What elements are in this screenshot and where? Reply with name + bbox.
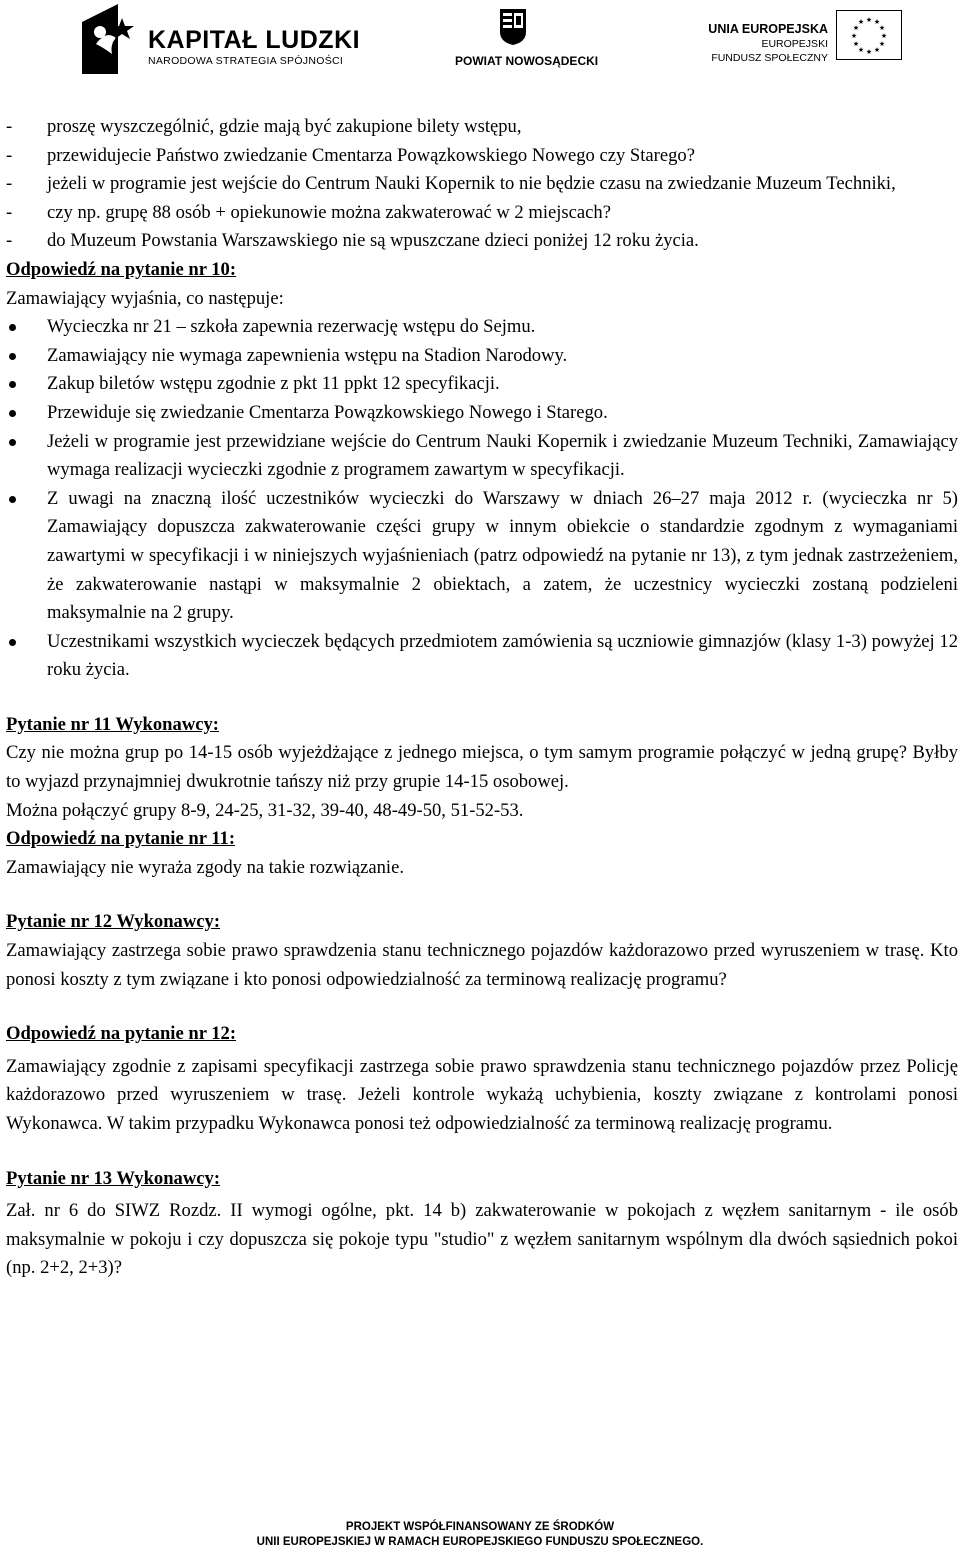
svg-text:★: ★ — [865, 48, 873, 56]
question11-text2: Można połączyć grupy 8-9, 24-25, 31-32, 39-40, 48-49-50, 51-52-53. — [6, 799, 524, 821]
ue-line2: EUROPEJSKI — [761, 38, 828, 50]
bullet-item: Zakup biletów wstępu zgodnie z pkt 11 ppkt 12 specyfikacji. — [6, 370, 958, 399]
document-body — [6, 113, 958, 1283]
bullet-item: Przewiduje się zwiedzanie Cmentarza Powązkowskiego Nowego i Starego. — [6, 399, 958, 428]
eu-flag-icon — [836, 10, 902, 60]
kapital-ludzki-title: KAPITAŁ LUDZKI — [148, 26, 361, 54]
answer12-heading: Odpowiedź na pytanie nr 12: — [6, 1023, 237, 1045]
page-footer — [0, 1520, 960, 1550]
ue-line3: FUNDUSZ SPOŁECZNY — [711, 52, 828, 64]
svg-text:★: ★ — [852, 40, 860, 48]
powiat-nowosadecki-logo — [455, 8, 599, 74]
question13-heading: Pytanie nr 13 Wykonawcy: — [6, 1167, 221, 1189]
powiat-crest-icon — [499, 8, 527, 46]
question13-text: Zał. nr 6 do SIWZ Rozdz. II wymogi ogólne, pkt. 14 b) zakwaterowanie w pokojach z węzłem sanitarnym - ile osób maksymalnie w pokoju i czy dopuszcza się pokoje typu "studio" z węzłem sanitarnym wspólnym dla dwóch sąsiednich pokoi (np. 2+2, 2+3)? — [6, 1200, 958, 1279]
kapital-ludzki-subtitle: NARODOWA STRATEGIA SPÓJNOŚCI — [148, 55, 344, 67]
bullet-item: Jeżeli w programie jest przewidziane wejście do Centrum Nauki Kopernik i zwiedzanie Muzeum Techniki, Zamawiający wymaga realizacji wycieczki zgodnie z programem zawartym w specyfikacji. — [6, 428, 958, 485]
question12-heading: Pytanie nr 12 Wykonawcy: — [6, 911, 221, 933]
svg-text:★: ★ — [857, 18, 865, 26]
bullet-item: Uczestnikami wszystkich wycieczek będących przedmiotem zamówienia są uczniowie gimnazjów (klasy 1-3) powyżej 12 roku życia. — [6, 628, 958, 685]
dash-item: - jeżeli w programie jest wejście do Centrum Nauki Kopernik to nie będzie czasu na zwiedzanie Muzeum Techniki, — [6, 173, 896, 195]
answer10-intro: Zamawiający wyjaśnia, co następuje: — [6, 287, 284, 309]
footer-line1: PROJEKT WSPÓŁFINANSOWANY ZE ŚRODKÓW — [345, 1521, 615, 1533]
dash-item: - proszę wyszczególnić, gdzie mają być zakupione bilety wstępu, — [6, 116, 522, 137]
svg-text:★: ★ — [850, 32, 858, 40]
svg-text:★: ★ — [873, 46, 881, 54]
dash-item: - do Muzeum Powstania Warszawskiego nie są wpuszczane dzieci poniżej 12 roku życia. — [6, 230, 699, 252]
svg-text:★: ★ — [878, 40, 886, 48]
question12-text: Zamawiający zastrzega sobie prawo sprawdzenia stanu technicznego pojazdów każdorazowo przed wyruszeniem w trasę. Kto ponosi koszty z tym związane i kto ponosi odpowiedzialność za terminową realizację programu? — [6, 940, 958, 990]
answer11-heading: Odpowiedź na pytanie nr 11: — [6, 828, 236, 850]
answer11-text: Zamawiający nie wyraża zgody na takie rozwiązanie. — [6, 856, 405, 878]
question11-heading: Pytanie nr 11 Wykonawcy: — [6, 713, 219, 735]
svg-text:★: ★ — [857, 46, 865, 54]
dash-item: - przewidujecie Państwo zwiedzanie Cmentarza Powązkowskiego Nowego czy Starego? — [6, 144, 695, 166]
answer10-heading: Odpowiedź na pytanie nr 10: — [6, 258, 237, 280]
bullet-item: Zamawiający nie wymaga zapewnienia wstępu na Stadion Narodowy. — [6, 342, 958, 371]
footer-line2: UNII EUROPEJSKIEJ W RAMACH EUROPEJSKIEGO FUNDUSZU SPOŁECZNEGO. — [256, 1536, 704, 1548]
ue-title: UNIA EUROPEJSKA — [708, 22, 828, 36]
page-header — [0, 0, 960, 90]
question11-text: Czy nie można grup po 14-15 osób wyjeżdżające z jednego miejsca, o tym samym programie połączyć w jedną grupę? Byłby to wyjazd przynajmniej dwukrotnie tańszy niż przy grupie 14-15 osobowej. — [6, 742, 958, 793]
answer12-text: Zamawiający zgodnie z zapisami specyfikacji zastrzega sobie prawo sprawdzenia stanu technicznego pojazdów przez Policję każdorazowo przed wyruszeniem w trasę. Jeżeli kontrole wykażą uchybienia, koszty związane z kontrolami ponosi Wykonawca. W takim przypadku Wykonawca ponosi też odpowiedzialność za terminową realizację programu. — [6, 1055, 958, 1134]
svg-text:★: ★ — [852, 24, 860, 32]
unia-europejska-logo — [708, 10, 908, 70]
bullet-item: Z uwagi na znaczną ilość uczestników wycieczki do Warszawy w dniach 26–27 maja 2012 r. (wycieczka nr 5) Zamawiający dopuszcza zakwaterowanie części grupy w innym obiekcie o standardzie zgodnym z wymaganiami zawartymi w specyfikacji i w niniejszych wyjaśnieniach (patrz odpowiedź na pytanie nr 13), z tym jednak zastrzeżeniem, że zakwaterowanie nastąpi w maksymalnie 2 obiektach, a zatem, że uczestnicy wycieczki zostaną podzieleni maksymalnie na 2 grupy. — [6, 485, 958, 628]
svg-text:★: ★ — [873, 18, 881, 26]
kapital-ludzki-mark-icon — [78, 4, 138, 74]
bullet-item: Wycieczka nr 21 – szkoła zapewnia rezerwację wstępu do Sejmu. — [6, 313, 958, 342]
svg-text:★: ★ — [878, 24, 886, 32]
powiat-label: POWIAT NOWOSĄDECKI — [455, 54, 599, 68]
dash-item: - czy np. grupę 88 osób + opiekunowie można zakwaterować w 2 miejscach? — [6, 201, 611, 223]
svg-text:★: ★ — [865, 16, 873, 24]
svg-text:★: ★ — [880, 32, 888, 40]
kapital-ludzki-logo — [78, 4, 361, 74]
